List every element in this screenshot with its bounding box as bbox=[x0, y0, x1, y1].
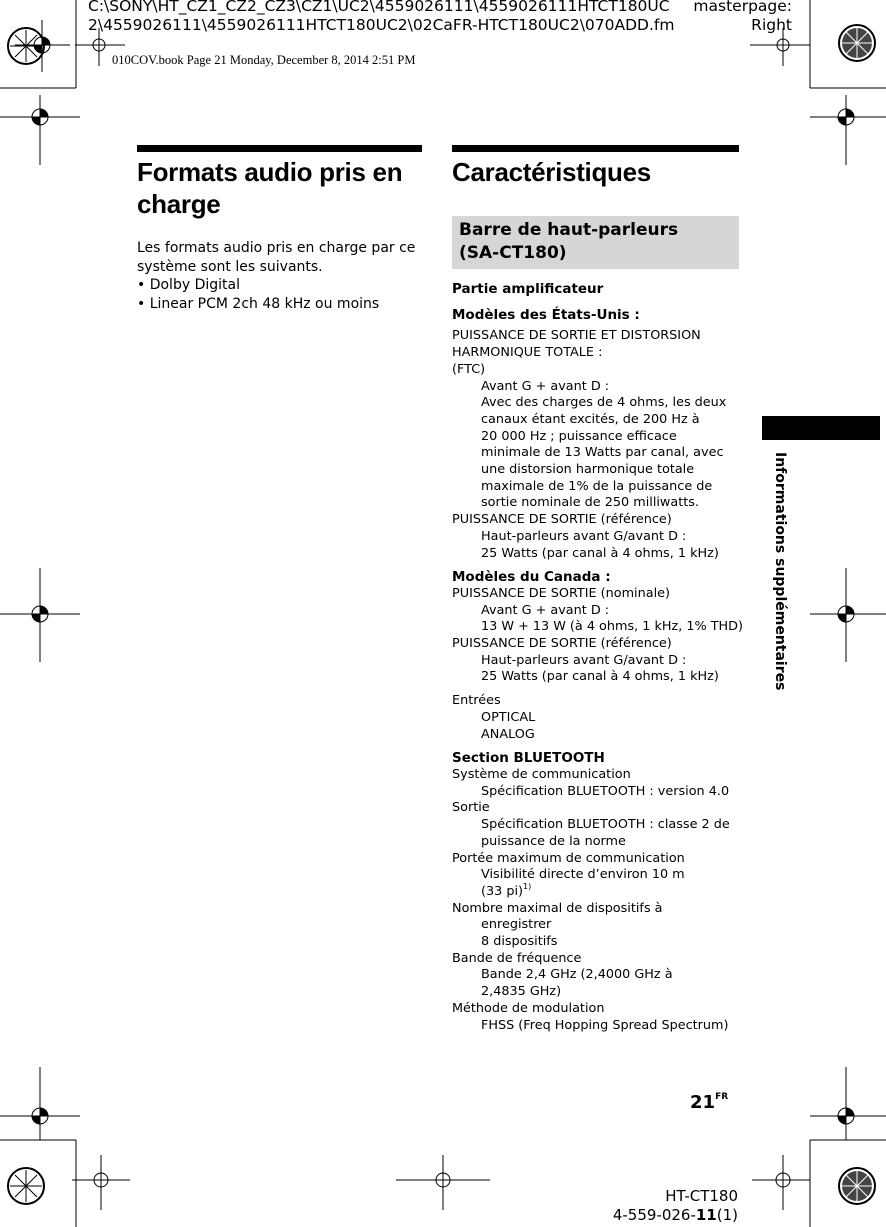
subsection-title: Barre de haut-parleurs (SA-CT180) bbox=[459, 220, 679, 263]
spec-line: Nombre maximal de dispositifs à bbox=[452, 900, 663, 916]
side-tab-text: Informations supplémentaires bbox=[772, 452, 788, 691]
spec-line: 25 Watts (par canal à 4 ohms, 1 kHz) bbox=[481, 545, 719, 561]
spec-line: Bande de fréquence bbox=[452, 950, 582, 966]
spec-line: 20 000 Hz ; puissance efficace bbox=[481, 428, 677, 444]
footnote-marker: 1) bbox=[523, 881, 532, 891]
spec-line: Spécification BLUETOOTH : classe 2 de bbox=[481, 817, 730, 833]
spec-line: Méthode de modulation bbox=[452, 1000, 605, 1016]
masterpage-label-text: masterpage: bbox=[693, 0, 792, 15]
section-rule-right bbox=[452, 145, 739, 152]
footer-code-prefix: 4-559-026- bbox=[612, 1206, 696, 1224]
spec-line: ANALOG bbox=[481, 726, 535, 742]
file-path-line-2: 2\4559026111\4559026111HTCT180UC2\02CaFR-HTCT180UC2\070ADD.fm bbox=[88, 16, 675, 34]
spec-line: 13 W + 13 W (à 4 ohms, 1 kHz, 1% THD) bbox=[481, 619, 744, 635]
section-title-audio-formats: Formats audio pris en charge bbox=[137, 157, 403, 219]
spec-line: une distorsion harmonique totale bbox=[481, 462, 695, 478]
spec-line: minimale de 13 Watts par canal, avec bbox=[481, 445, 724, 461]
spec-line: Système de communication bbox=[452, 766, 631, 782]
masterpage-label bbox=[692, 0, 792, 35]
spec-line: sortie nominale de 250 milliwatts. bbox=[481, 495, 700, 511]
footer-code-suffix: (1) bbox=[716, 1206, 738, 1224]
spec-line: puissance de la norme bbox=[481, 833, 626, 849]
spec-line: PUISSANCE DE SORTIE (référence) bbox=[452, 636, 672, 652]
spec-line: Bande 2,4 GHz (2,4000 GHz à bbox=[481, 967, 673, 983]
file-path bbox=[88, 0, 674, 35]
section-rule-left bbox=[137, 145, 422, 152]
spec-line: OPTICAL bbox=[481, 709, 536, 725]
spec-line: 2,4835 GHz) bbox=[481, 984, 562, 1000]
page-language: FR bbox=[715, 1092, 729, 1102]
spec-line: maximale de 1% de la puissance de bbox=[481, 478, 713, 494]
footer-code bbox=[560, 1206, 738, 1225]
spec-line bbox=[452, 881, 744, 901]
bullet-item: • Linear PCM 2ch 48 kHz ou moins bbox=[137, 295, 380, 312]
spec-line-text: (33 pi) bbox=[481, 883, 524, 899]
book-info-line: 010COV.book Page 21 Monday, December 8, 2014 2:51 PM bbox=[112, 53, 416, 67]
page-number-value: 21 bbox=[690, 1092, 716, 1113]
spec-line: PUISSANCE DE SORTIE (référence) bbox=[452, 512, 672, 528]
spec-line: Spécification BLUETOOTH : version 4.0 bbox=[481, 783, 730, 799]
spec-line: (FTC) bbox=[452, 361, 486, 377]
canada-heading: Modèles du Canada : bbox=[452, 569, 611, 586]
spec-line: Haut-parleurs avant G/avant D : bbox=[481, 652, 687, 668]
spec-line: PUISSANCE DE SORTIE (nominale) bbox=[452, 585, 670, 601]
spec-line: Entrées bbox=[452, 693, 501, 709]
page-number bbox=[690, 1092, 728, 1113]
spec-line: canaux étant excités, de 200 Hz à bbox=[481, 411, 700, 427]
spec-line: Avant G + avant D : bbox=[481, 602, 610, 618]
footer-code-bold: 11 bbox=[695, 1206, 717, 1224]
audio-formats-text bbox=[137, 239, 427, 313]
footer-model: HT-CT180 bbox=[665, 1187, 738, 1205]
subsection-box bbox=[452, 216, 739, 269]
spec-line: Sortie bbox=[452, 800, 490, 816]
spec-line: Visibilité directe d’environ 10 m bbox=[481, 867, 685, 883]
masterpage-value: Right bbox=[751, 16, 792, 34]
spec-line: PUISSANCE DE SORTIE ET DISTORSION bbox=[452, 328, 701, 344]
side-tab-label bbox=[760, 452, 800, 712]
spec-line: HARMONIQUE TOTALE : bbox=[452, 345, 603, 361]
file-path-line-1: C:\SONY\HT_CZ1_CZ2_CZ3\CZ1\UC2\4559026111\4559026111HTCT180UC bbox=[88, 0, 670, 15]
side-tab-marker bbox=[762, 416, 880, 440]
bullet-item: • Dolby Digital bbox=[137, 277, 240, 293]
bluetooth-heading: Section BLUETOOTH bbox=[452, 750, 605, 767]
spec-line: Avant G + avant D : bbox=[481, 378, 610, 394]
spec-line: 25 Watts (par canal à 4 ohms, 1 kHz) bbox=[481, 669, 719, 685]
spec-line: Portée maximum de communication bbox=[452, 850, 685, 866]
spec-line: Avec des charges de 4 ohms, les deux bbox=[481, 395, 727, 411]
specifications-list bbox=[452, 281, 744, 1034]
footer-model-code bbox=[560, 1187, 738, 1225]
spec-line: enregistrer bbox=[481, 917, 552, 933]
us-heading: Modèles des États-Unis : bbox=[452, 306, 640, 323]
audio-formats-intro: Les formats audio pris en charge par ce système sont les suivants. bbox=[137, 240, 416, 275]
spec-line: 8 dispositifs bbox=[481, 934, 558, 950]
section-title-specifications: Caractéristiques bbox=[452, 157, 651, 187]
amp-heading: Partie amplificateur bbox=[452, 281, 604, 297]
spec-line: FHSS (Freq Hopping Spread Spectrum) bbox=[481, 1017, 729, 1033]
spec-line: Haut-parleurs avant G/avant D : bbox=[481, 528, 687, 544]
